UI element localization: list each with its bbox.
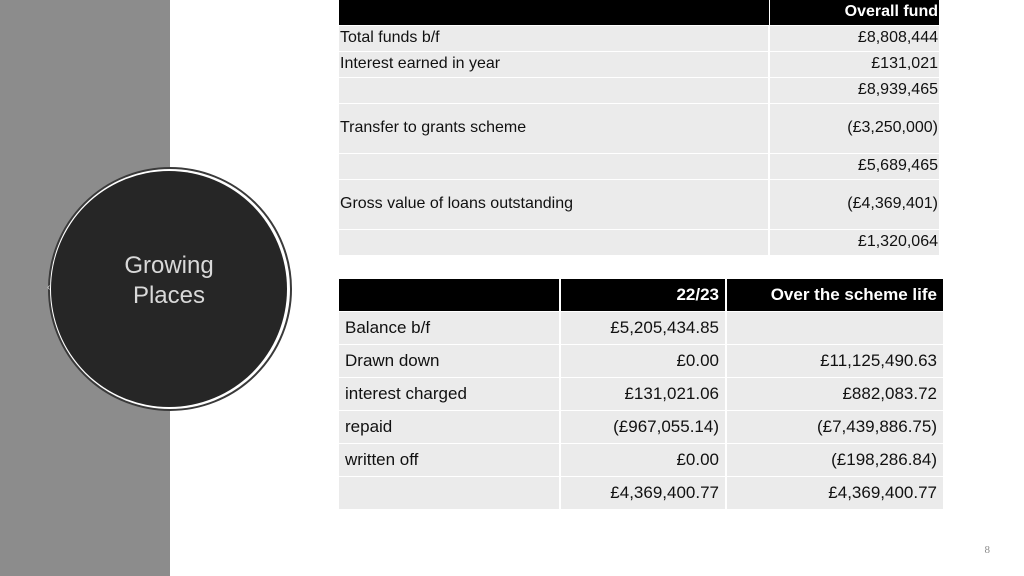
row-label: Interest earned in year: [339, 51, 769, 77]
row-label: written off: [339, 443, 560, 476]
table-row: [339, 179, 939, 229]
table-row: [339, 25, 939, 51]
loan-table: [339, 279, 943, 510]
row-value: (£3,250,000): [769, 103, 939, 153]
row-value: £8,808,444: [769, 25, 939, 51]
row-label: Total funds b/f: [339, 25, 769, 51]
row-label: [339, 476, 560, 509]
table-row: [339, 153, 939, 179]
row-value: (£4,369,401): [769, 179, 939, 229]
row-label: Balance b/f: [339, 311, 560, 344]
row-year-value: £4,369,400.77: [560, 476, 726, 509]
table-row: [339, 77, 939, 103]
header-overall-fund: Overall fund: [769, 0, 939, 25]
table-header-row: [339, 0, 939, 25]
table-row: [339, 311, 943, 344]
row-year-value: (£967,055.14): [560, 410, 726, 443]
row-year-value: £0.00: [560, 443, 726, 476]
header-scheme-life: Over the scheme life: [726, 279, 943, 311]
table-row: [339, 410, 943, 443]
header-blank: [339, 279, 560, 311]
row-year-value: £0.00: [560, 344, 726, 377]
arrow-mark-icon: ‹: [47, 282, 51, 293]
row-life-value: £4,369,400.77: [726, 476, 943, 509]
table-row: [339, 344, 943, 377]
row-life-value: £11,125,490.63: [726, 344, 943, 377]
row-label: Gross value of loans outstanding: [339, 179, 769, 229]
table-row: [339, 443, 943, 476]
table-header-row: [339, 279, 943, 311]
page-number: 8: [984, 544, 990, 556]
row-label: interest charged: [339, 377, 560, 410]
table-row: [339, 103, 939, 153]
row-label: Drawn down: [339, 344, 560, 377]
table-row: [339, 377, 943, 410]
table-row: [339, 229, 939, 255]
row-value: £131,021: [769, 51, 939, 77]
row-life-value: (£7,439,886.75): [726, 410, 943, 443]
title-circle: [51, 171, 287, 407]
row-value: £5,689,465: [769, 153, 939, 179]
table-row: [339, 476, 943, 509]
row-life-value: (£198,286.84): [726, 443, 943, 476]
section-title: Growing Places: [124, 252, 214, 309]
header-year: 22/23: [560, 279, 726, 311]
row-year-value: £131,021.06: [560, 377, 726, 410]
overall-fund-table: [339, 0, 939, 256]
row-label: repaid: [339, 410, 560, 443]
row-label: Transfer to grants scheme: [339, 103, 769, 153]
table-row: [339, 51, 939, 77]
row-label: [339, 77, 769, 103]
row-label: [339, 153, 769, 179]
row-life-value: [726, 311, 943, 344]
row-label: [339, 229, 769, 255]
row-life-value: £882,083.72: [726, 377, 943, 410]
row-value: £1,320,064: [769, 229, 939, 255]
row-year-value: £5,205,434.85: [560, 311, 726, 344]
header-blank: [339, 0, 769, 25]
row-value: £8,939,465: [769, 77, 939, 103]
